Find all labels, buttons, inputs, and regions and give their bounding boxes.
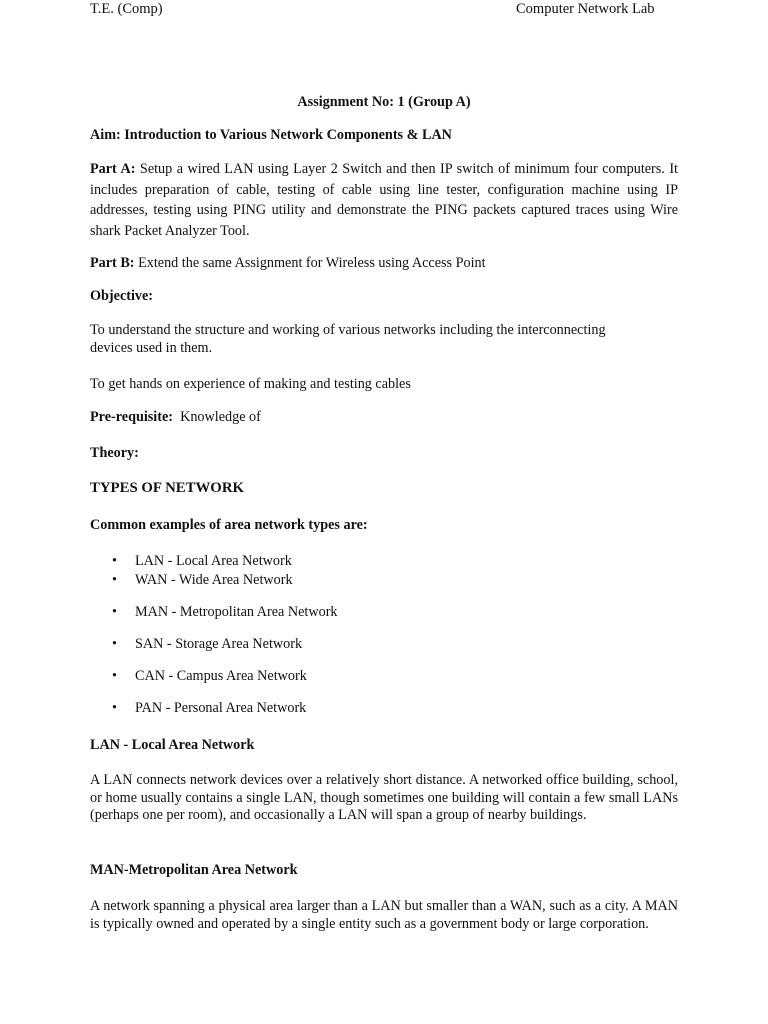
prerequisite-text: Knowledge of	[173, 409, 261, 425]
man-heading: MAN-Metropolitan Area Network	[90, 862, 298, 878]
part-b-paragraph	[90, 255, 678, 272]
aim-line: Aim: Introduction to Various Network Components & LAN	[90, 127, 452, 143]
objective-heading: Objective:	[90, 288, 154, 304]
objective-line-2: To get hands on experience of making and testing cables	[90, 376, 411, 392]
header-lab-name: Computer Network Lab	[516, 1, 655, 17]
bullet-icon: •	[112, 636, 117, 652]
prerequisite-line	[90, 409, 678, 426]
lan-paragraph: A LAN connects network devices over a relatively short distance. A networked office building, school, or home usually contains a single LAN, though sometimes one building will contain a few small LANs (perhaps one per room), and occasionally a LAN will span a group of nearby buildings.	[90, 772, 678, 824]
man-paragraph: A network spanning a physical area larger than a LAN but smaller than a WAN, such as a city. A MAN is typically owned and operated by a single entity such as a government body or large corporation.	[90, 898, 678, 932]
part-a-paragraph	[90, 159, 678, 242]
examples-heading: Common examples of area network types are:	[90, 517, 368, 533]
list-item-text: PAN - Personal Area Network	[135, 700, 307, 716]
list-item-text: MAN - Metropolitan Area Network	[135, 604, 338, 620]
theory-heading: Theory:	[90, 445, 139, 461]
lan-heading: LAN - Local Area Network	[90, 737, 255, 753]
bullet-icon: •	[112, 553, 117, 569]
list-item-text: WAN - Wide Area Network	[135, 572, 293, 588]
bullet-icon: •	[112, 572, 117, 588]
bullet-icon: •	[112, 604, 117, 620]
part-a-label: Part A:	[90, 161, 136, 177]
bullet-icon: •	[112, 700, 117, 716]
list-item-text: CAN - Campus Area Network	[135, 668, 307, 684]
bullet-icon: •	[112, 668, 117, 684]
types-of-network-heading: TYPES OF NETWORK	[90, 480, 245, 496]
part-a-text: Setup a wired LAN using Layer 2 Switch and then IP switch of minimum four computers. It includes preparation of cable, testing of cable using line tester, configuration machine using IP addresses, testing using PING utility and demonstrate the PING packets captured traces using Wire shark Packet Analyzer Tool.	[90, 161, 678, 240]
list-item-text: LAN - Local Area Network	[135, 553, 292, 569]
part-b-label: Part B:	[90, 255, 135, 271]
prerequisite-label: Pre-requisite:	[90, 409, 173, 425]
assignment-title: Assignment No: 1 (Group A)	[297, 94, 471, 110]
part-b-text: Extend the same Assignment for Wireless using Access Point	[134, 255, 486, 271]
objective-line-1: To understand the structure and working of various networks including the interconnecting devices used in them.	[90, 322, 606, 356]
header-course: T.E. (Comp)	[90, 1, 163, 17]
list-item-text: SAN - Storage Area Network	[135, 636, 303, 652]
